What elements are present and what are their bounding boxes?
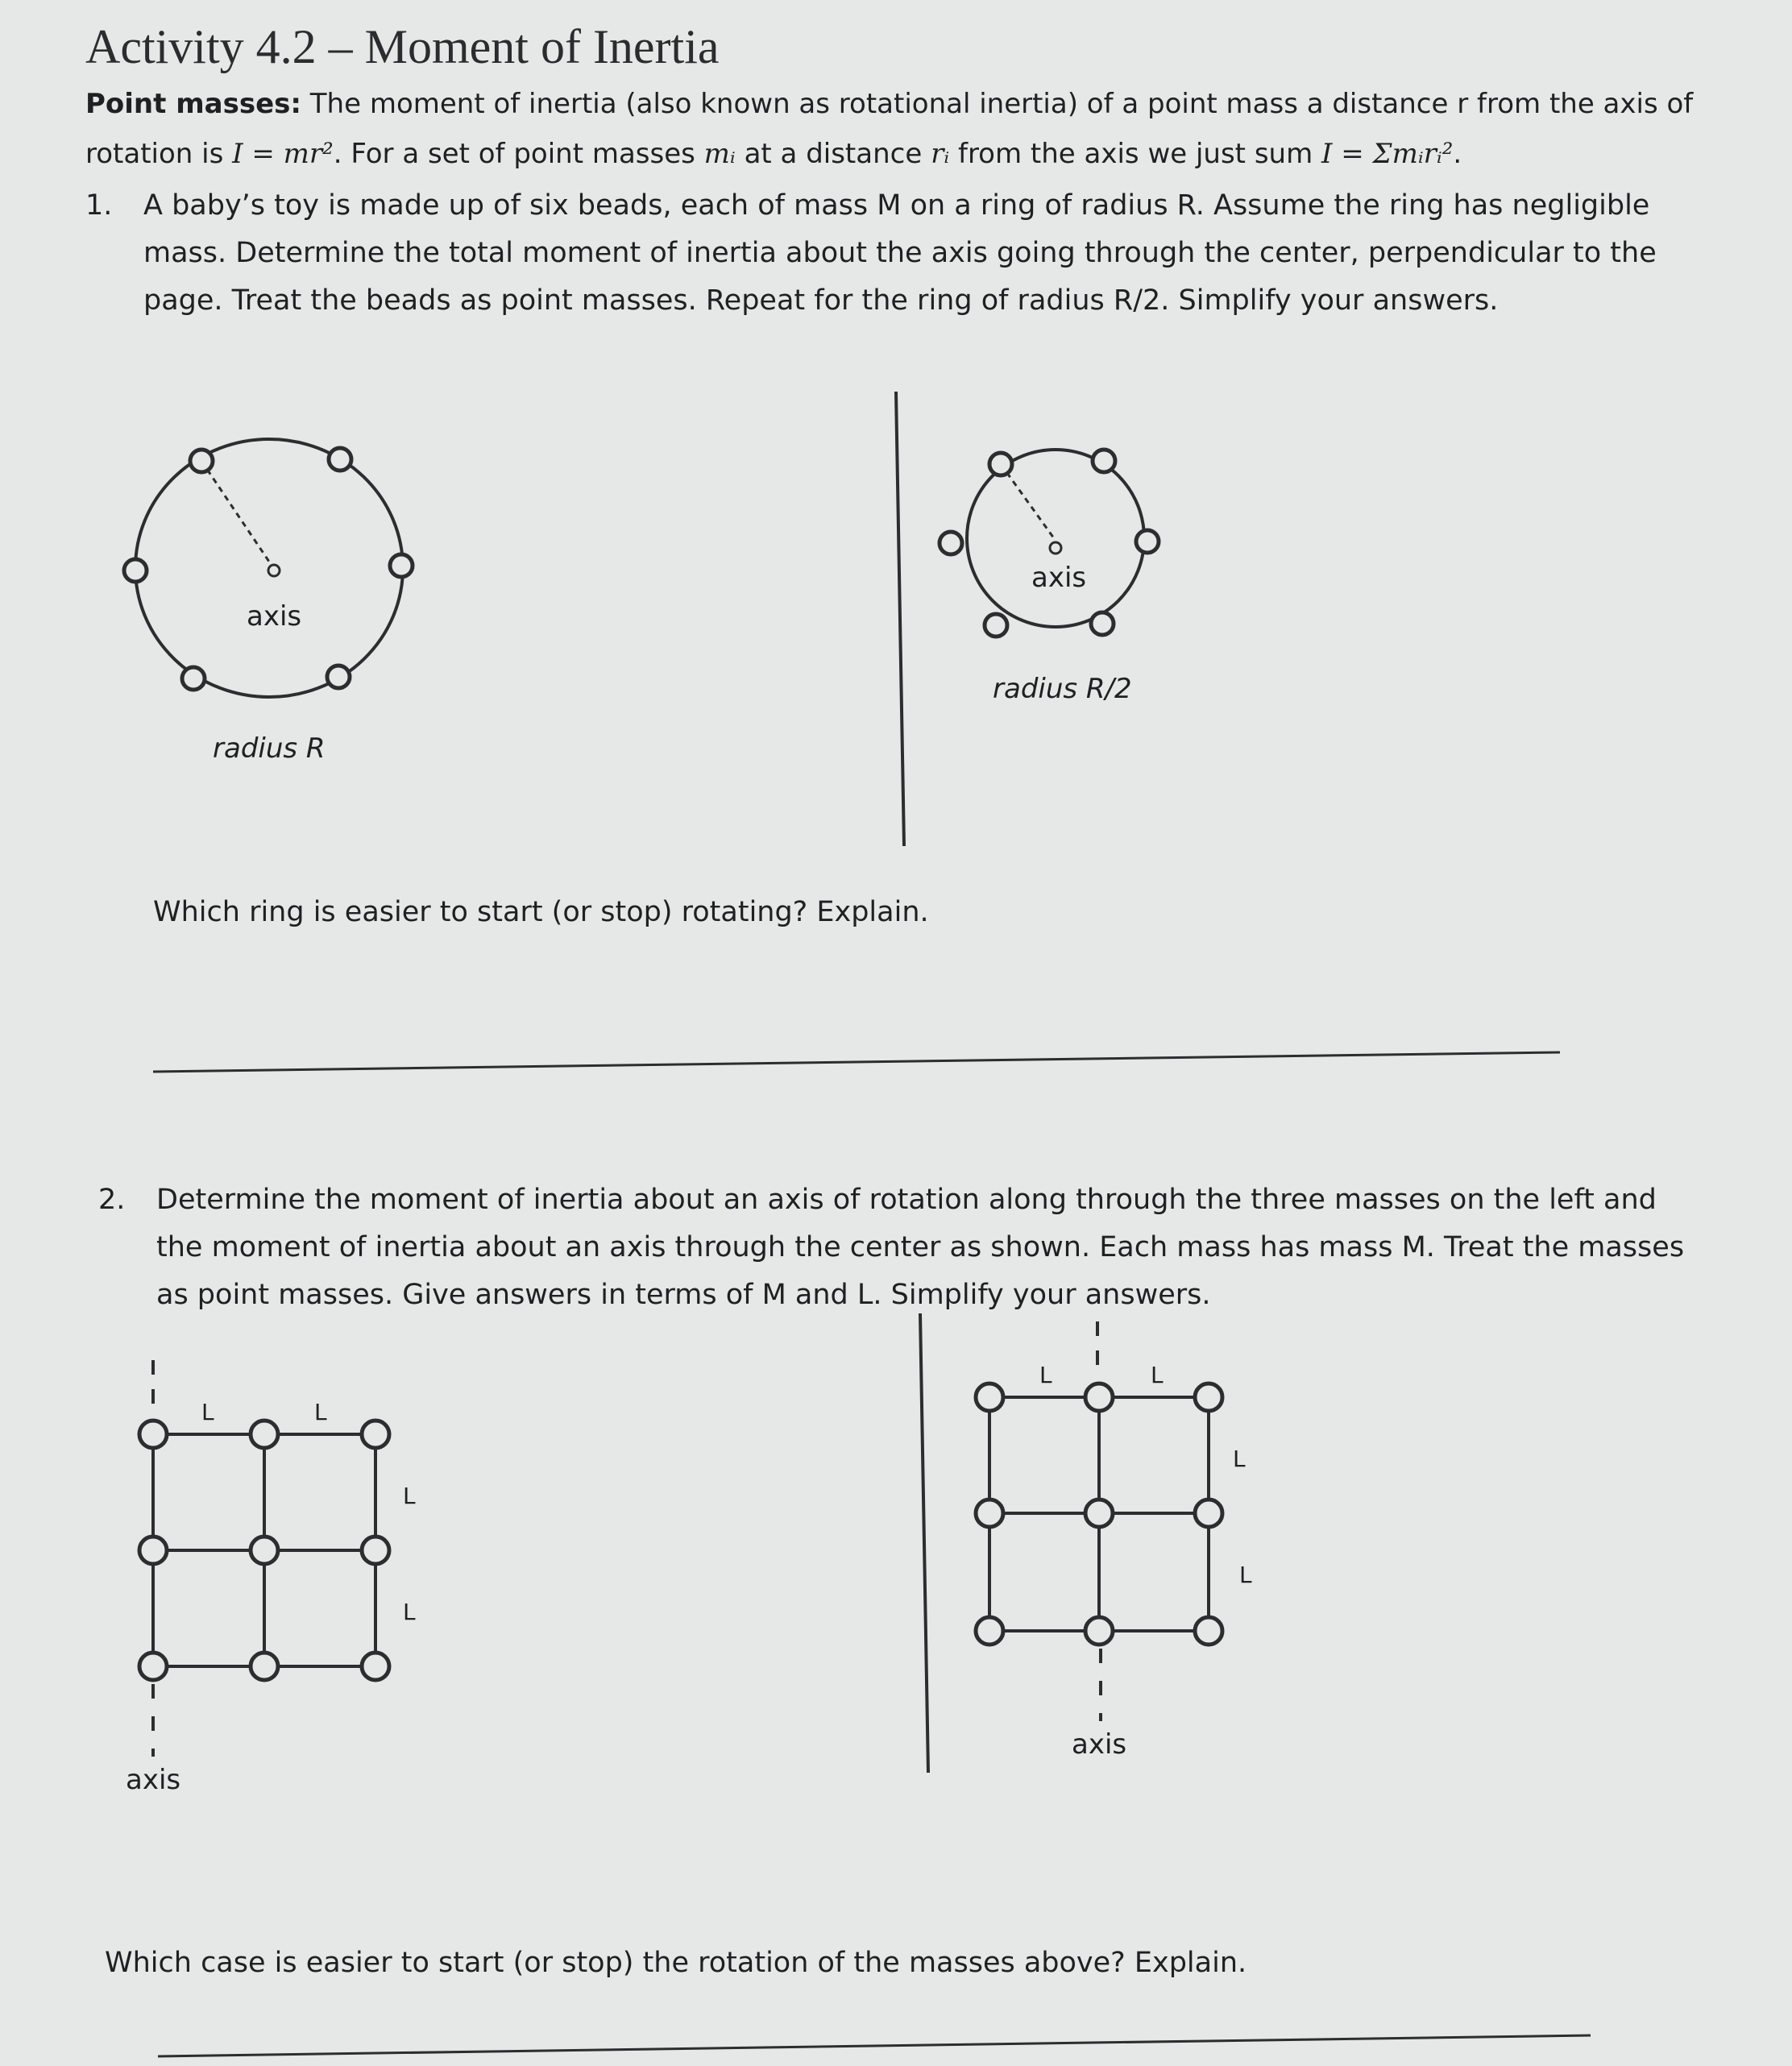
- ring-r-half-axis-label: axis: [1031, 562, 1087, 594]
- mass: [976, 1617, 1003, 1645]
- q2-divider-line: [920, 1313, 928, 1773]
- question-1-prompt: Which ring is easier to start (or stop) rotating? Explain.: [153, 896, 929, 928]
- bead: [329, 448, 351, 471]
- grid-left-axis-label: axis: [126, 1764, 181, 1796]
- bead: [1093, 450, 1115, 472]
- mass: [1195, 1384, 1222, 1411]
- mass: [976, 1500, 1003, 1527]
- question-2-number: 2.: [98, 1184, 126, 1216]
- intro-text-2: . For a set of point masses: [333, 138, 704, 170]
- bead: [124, 559, 147, 582]
- bead: [985, 614, 1007, 637]
- bead: [327, 666, 350, 688]
- mass: [1085, 1500, 1113, 1527]
- formula-sum: I = Σmᵢrᵢ²: [1321, 138, 1454, 170]
- grid-right-axis-label: axis: [1072, 1728, 1127, 1761]
- grid-left-length-label: L: [403, 1599, 416, 1625]
- mass: [362, 1421, 389, 1448]
- question-2-text: Determine the moment of inertia about an axis of rotation along through the three masses on the left and the moment of inertia about an axis through the center as shown. Each mass has mass M. Treat the masses as point masses. Give answers in terms of M and L. Simplify your answers.: [156, 1184, 1685, 1311]
- ring-r-radius-label: radius R: [213, 732, 326, 765]
- bead: [989, 453, 1012, 475]
- grid-left-length-label: L: [201, 1399, 214, 1425]
- ring-r-half-beads: [940, 450, 1159, 637]
- mass: [362, 1537, 389, 1564]
- mass: [1195, 1500, 1222, 1527]
- mass: [139, 1421, 167, 1448]
- question-1-number: 1.: [85, 189, 113, 222]
- ring-r-half-axis-point: [1050, 542, 1061, 554]
- bead: [390, 554, 413, 577]
- bead: [182, 667, 205, 690]
- ring-r-axis-label: axis: [247, 600, 302, 633]
- grid-left-length-label: L: [403, 1483, 416, 1509]
- mass: [251, 1537, 278, 1564]
- grid-right-length-label: L: [1151, 1362, 1164, 1388]
- grid-right-length-label: L: [1039, 1362, 1052, 1388]
- ring-radius-r-half: [967, 450, 1144, 627]
- intro-text-1: The moment of inertia (also known as rotational inertia) of a point mass a distance r from the axis of rotation is: [85, 88, 1694, 170]
- mass: [1195, 1617, 1222, 1645]
- mass: [1085, 1384, 1113, 1411]
- ring-r-radius-line: [201, 461, 271, 564]
- symbol-ri: rᵢ: [931, 138, 950, 170]
- bead: [1091, 612, 1114, 635]
- ring-r-axis-point: [268, 565, 280, 576]
- grid-right-length-label: L: [1233, 1446, 1246, 1472]
- q1-divider-line: [896, 392, 904, 846]
- mass: [139, 1653, 167, 1680]
- bead: [1136, 530, 1159, 553]
- mass: [251, 1653, 278, 1680]
- bead: [190, 450, 213, 472]
- mass: [1085, 1617, 1113, 1645]
- intro-label: Point masses:: [85, 88, 301, 120]
- q1-answer-line: [153, 1052, 1560, 1072]
- ring-r-half-radius-line: [1001, 464, 1054, 538]
- mass: [362, 1653, 389, 1680]
- intro-end: .: [1453, 138, 1462, 170]
- intro-text-3: at a distance: [735, 138, 931, 170]
- symbol-mi: mᵢ: [703, 138, 736, 170]
- question-1-text: A baby’s toy is made up of six beads, each of mass M on a ring of radius R. Assume the ring has negligible mass. Determine the total moment of inertia about the axis going through the center, perpendicular to the page. Treat the beads as point masses. Repeat for the ring of radius R/2. Simplify your answers.: [143, 189, 1657, 317]
- ring-r-half-radius-label: radius R/2: [993, 673, 1132, 705]
- bead: [940, 532, 962, 554]
- q2-answer-line: [158, 2035, 1591, 2056]
- intro-text-4: from the axis we just sum: [949, 138, 1322, 170]
- mass: [976, 1384, 1003, 1411]
- grid-left-length-label: L: [314, 1399, 327, 1425]
- formula-point-mass: I = mr²: [232, 138, 334, 170]
- grid-right-length-label: L: [1239, 1562, 1252, 1588]
- page-title: Activity 4.2 – Moment of Inertia: [85, 20, 720, 73]
- mass: [251, 1421, 278, 1448]
- mass: [139, 1537, 167, 1564]
- question-2-prompt: Which case is easier to start (or stop) the rotation of the masses above? Explain.: [105, 1947, 1247, 1979]
